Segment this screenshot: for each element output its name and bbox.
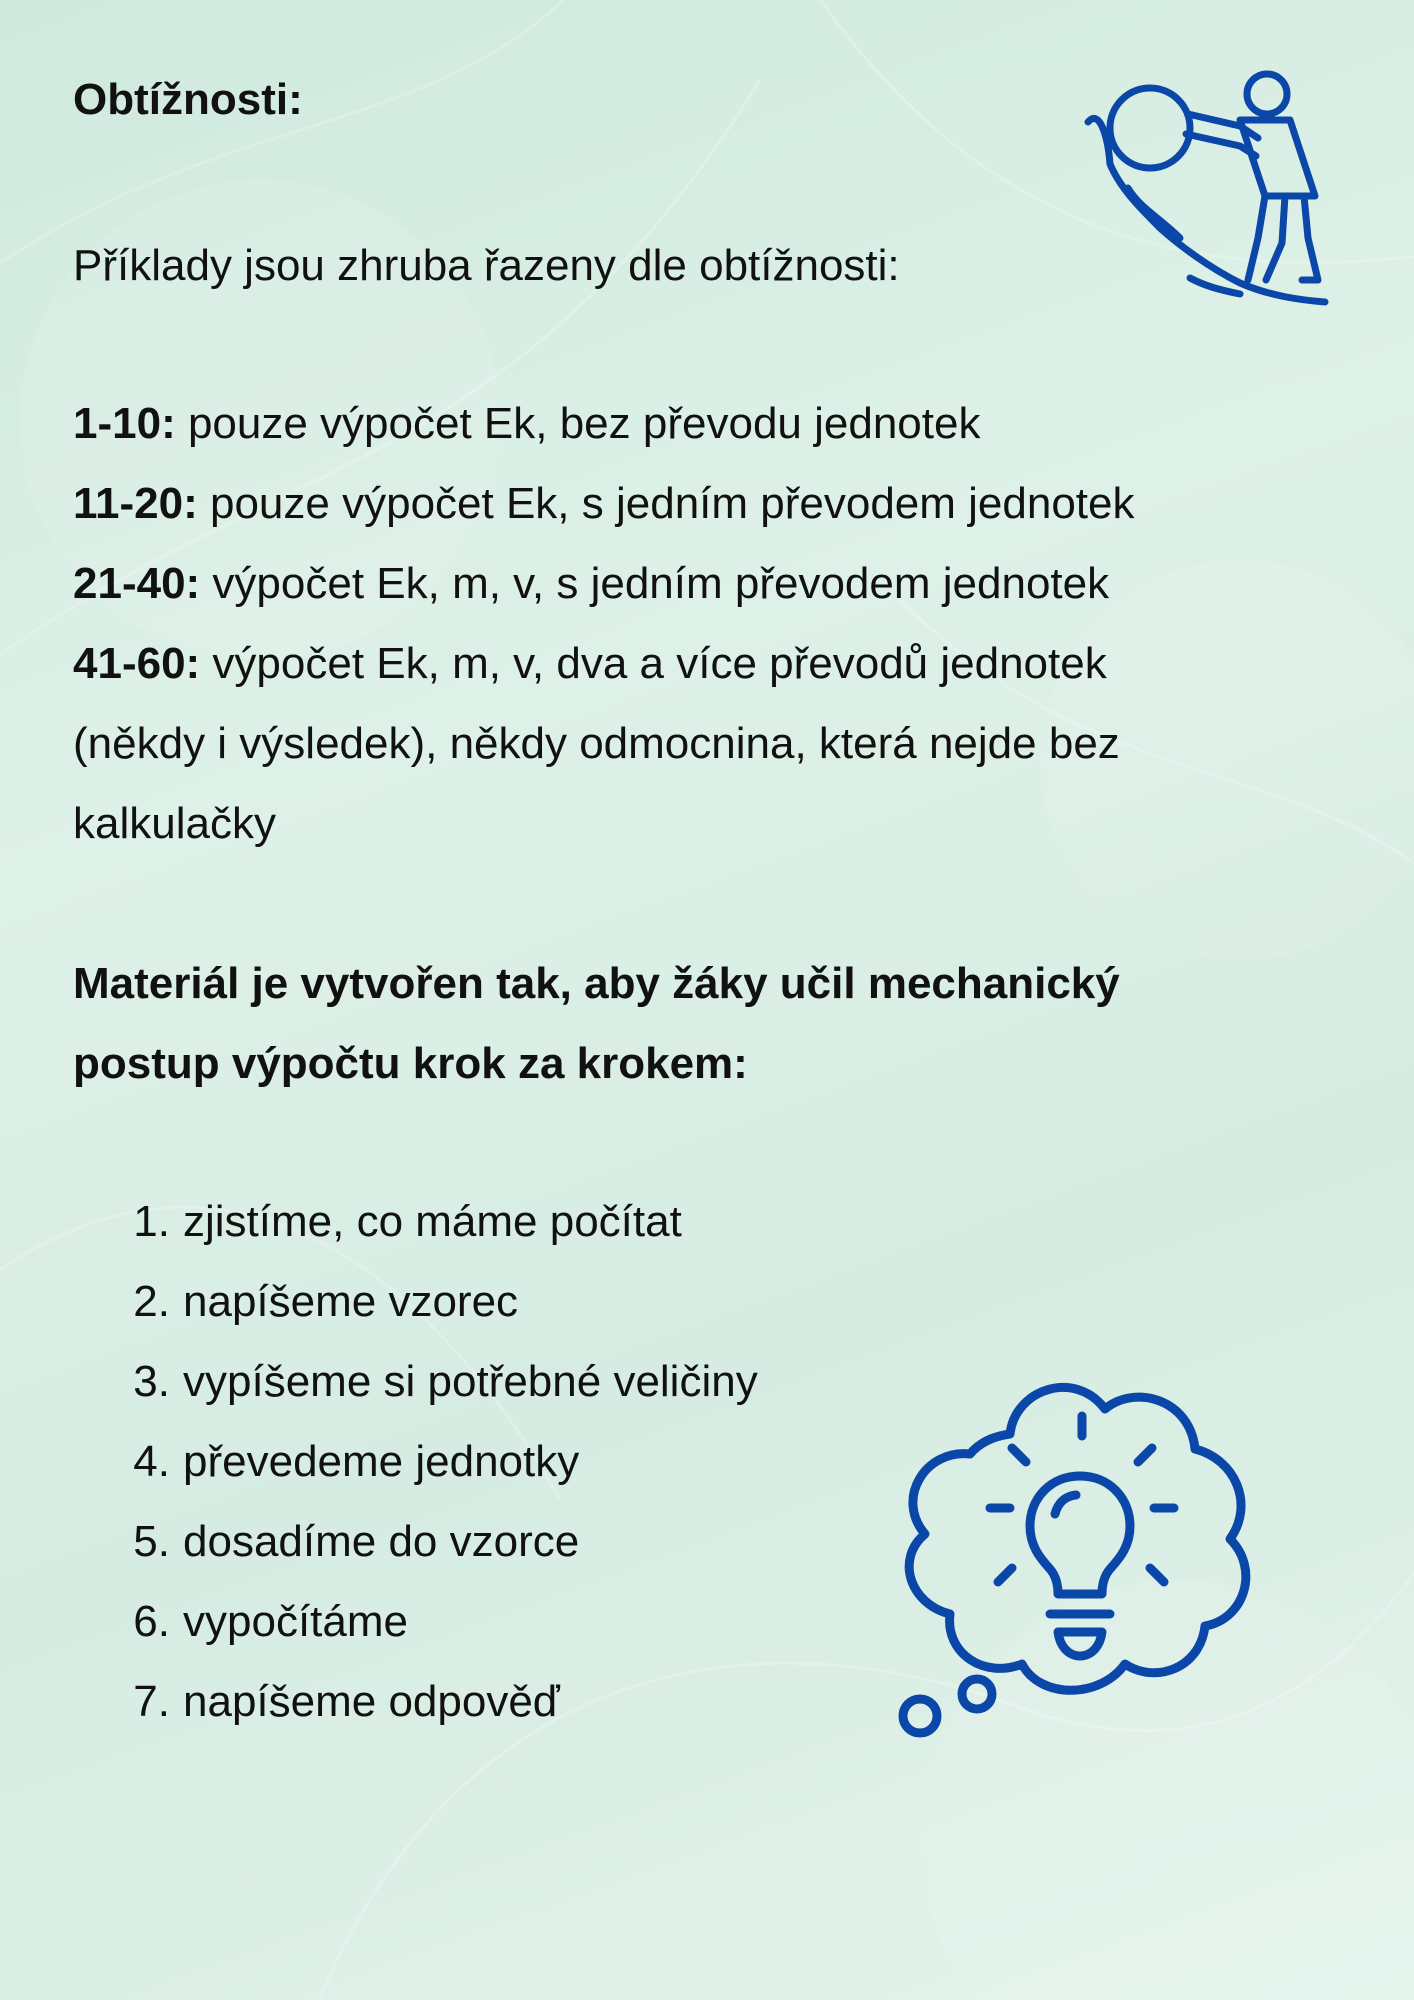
difficulty-range-item [73, 544, 1353, 624]
step-number: 3. [133, 1357, 170, 1406]
step-number: 2. [133, 1277, 170, 1326]
lightbulb-thought-icon [890, 1364, 1280, 1744]
step-text: převedeme jednotky [183, 1437, 580, 1486]
intro-text: Příklady jsou zhruba řazeny dle obtížnosti: [73, 241, 900, 290]
range-description: výpočet Ek, m, v, dva a více převodů jednotek [200, 639, 1107, 688]
step-number: 6. [133, 1597, 170, 1646]
step-number: 4. [133, 1437, 170, 1486]
range-description: pouze výpočet Ek, s jedním převodem jednotek [197, 479, 1135, 528]
range-continuation-line: (někdy i výsledek), někdy odmocnina, která nejde bez [73, 719, 1120, 768]
step-number: 1. [133, 1197, 170, 1246]
step-text: vypíšeme si potřebné veličiny [183, 1357, 758, 1406]
difficulty-range-item [73, 384, 1353, 464]
person-pushing-boulder-icon [1080, 68, 1336, 308]
range-label: 21-40: [73, 559, 201, 608]
list-item [73, 1262, 1353, 1342]
step-text: dosadíme do vzorce [183, 1517, 580, 1566]
step-number: 5. [133, 1517, 170, 1566]
step-text: zjistíme, co máme počítat [183, 1197, 682, 1246]
range-description: pouze výpočet Ek, bez převodu jednotek [175, 399, 981, 448]
method-heading-line: Materiál je vytvořen tak, aby žáky učil mechanický [73, 959, 1120, 1008]
range-description: výpočet Ek, m, v, s jedním převodem jednotek [200, 559, 1110, 608]
range-label: 11-20: [73, 479, 198, 528]
difficulty-ranges [73, 384, 1353, 864]
step-text: napíšeme odpověď [183, 1677, 560, 1726]
range-continuation-line: kalkulačky [73, 799, 276, 848]
page-title: Obtížnosti: [73, 75, 303, 124]
method-heading-line: postup výpočtu krok za krokem: [73, 1039, 748, 1088]
method-heading [73, 944, 1353, 1104]
step-text: vypočítáme [183, 1597, 408, 1646]
range-label: 41-60: [73, 639, 201, 688]
step-number: 7. [133, 1677, 170, 1726]
step-text: napíšeme vzorec [183, 1277, 519, 1326]
range-label: 1-10: [73, 399, 176, 448]
difficulty-range-item [73, 624, 1353, 704]
list-item [73, 1182, 1353, 1262]
difficulty-range-item [73, 464, 1353, 544]
